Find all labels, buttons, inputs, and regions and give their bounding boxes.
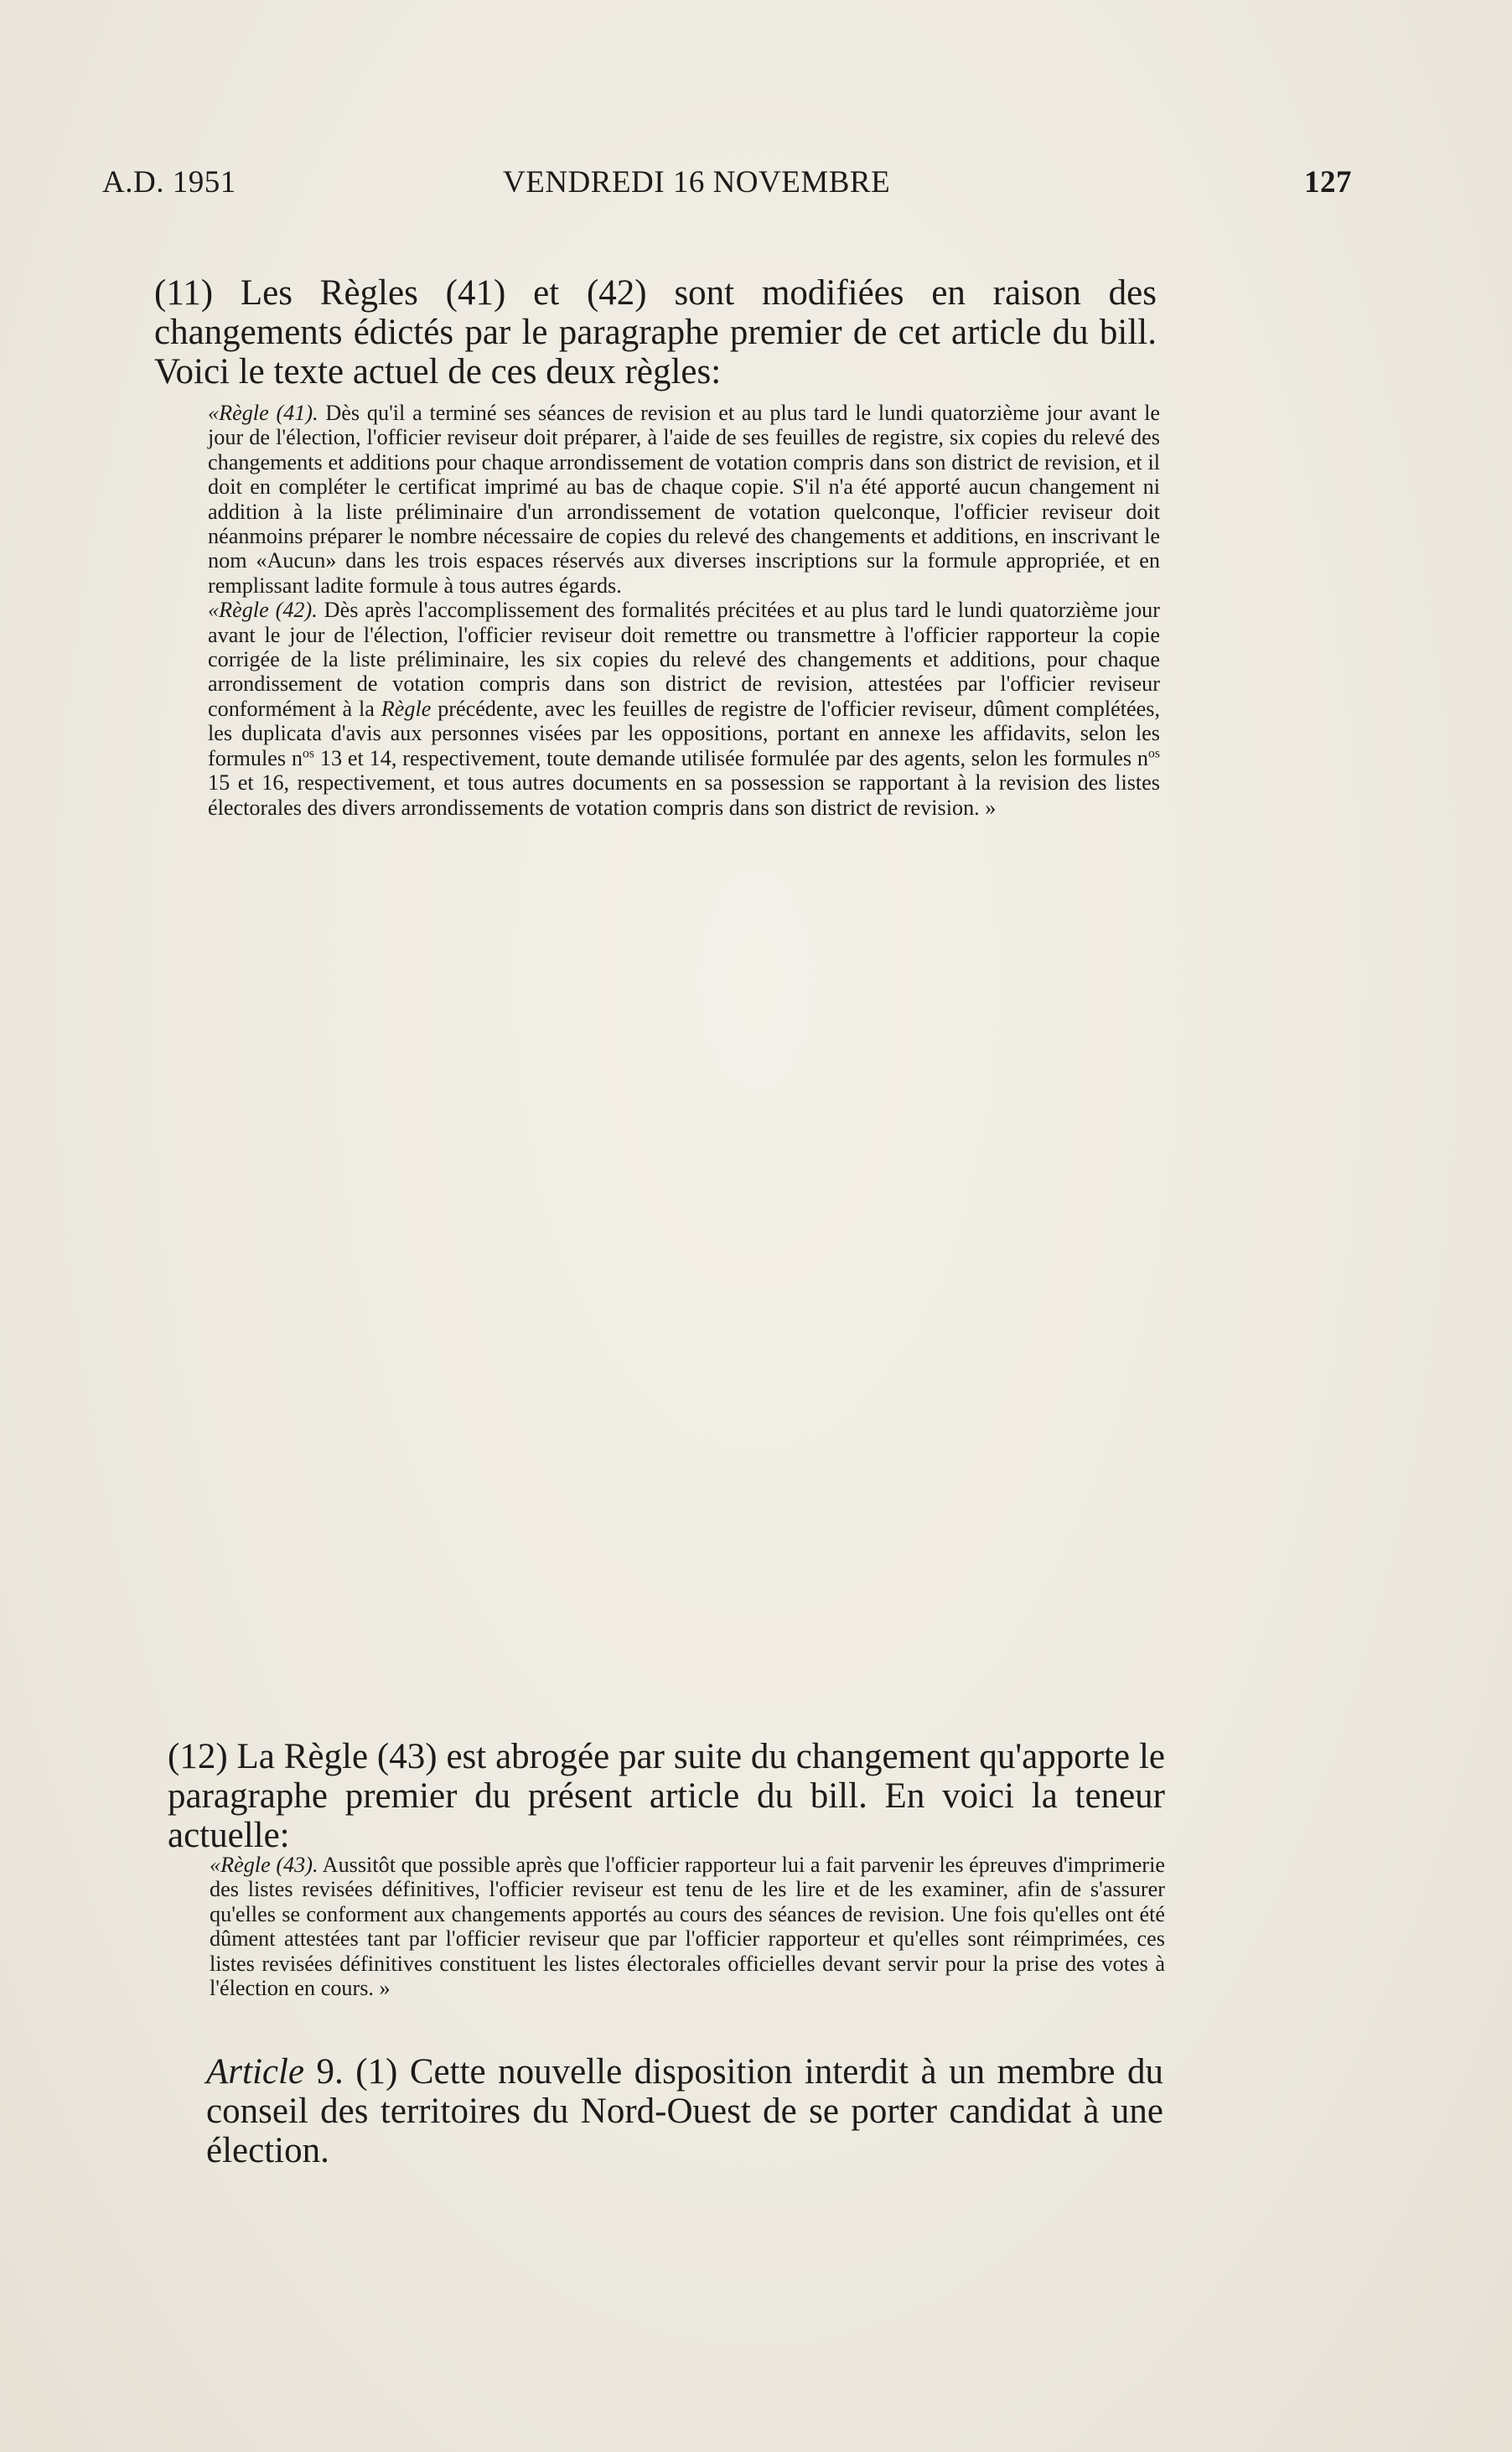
rule-43-label: «Règle (43). (210, 1853, 318, 1877)
paragraph-12-intro: (12) La Règle (43) est abrogée par suite du changement qu'apporte le paragraphe premier du présent article du bill. En voici la teneur actuelle: (168, 1737, 1165, 1855)
paragraph-11-intro: (11) Les Règles (41) et (42) sont modifiées en raison des changements édictés par le paragraphe premier de cet article du bill. Voici le texte actuel de ces deux règles: (154, 273, 1157, 391)
rule-42-text-3: 13 et 14, respectivement, toute demande utilisée formulée par des agents, selon les formules n (314, 745, 1148, 770)
rule-42-text-1: Dès après l'accomplissement des formalités précitées et au plus tard le lundi quatorzième jour avant le jour de l'élection, l'officier reviseur doit remettre ou transmettre à l'officier rapporteur la copie corrigée de la liste préliminaire, les six copies du relevé des changements et additions, pour chaque arrondissement de votation compris dans son district de revision, attestées par l'officier reviseur conformément à la (208, 598, 1160, 721)
rule-42 (208, 598, 1160, 820)
rule-41 (208, 401, 1160, 598)
rule-41-text: Dès qu'il a terminé ses séances de revision et au plus tard le lundi quatorzième jour avant le jour de l'élection, l'officier reviseur doit préparer, à l'aide de ses feuilles de registre, six copies du relevé des changements et additions pour chaque arrondissement de votation compris dans son district de revision, et il doit en compléter le certificat imprimé au bas de chaque copie. S'il n'a été apporté aucun changement ni addition à la liste préliminaire d'un arrondissement de votation quelconque, l'officier reviseur doit néanmoins préparer le nombre nécessaire de copies du relevé des changements et additions, en inscrivant le nom «Aucun» dans les trois espaces réservés aux diverses inscriptions sur la formule appropriée, et en remplissant ladite formule à tous autres égards. (208, 401, 1160, 598)
article-9-paragraph (206, 2052, 1163, 2170)
rule-42-superscript-2: os (1148, 745, 1160, 760)
header-year: A.D. 1951 (102, 165, 236, 200)
rule-42-text-4: 15 et 16, respectivement, et tous autres documents en sa possession se rapportant à la revision des listes électorales des divers arrondissements de votation compris dans son district de revision. » (208, 770, 1160, 820)
quoted-rule-43 (210, 1853, 1165, 2000)
header-date: VENDREDI 16 NOVEMBRE (503, 165, 891, 200)
article-9-text: 9. (1) Cette nouvelle disposition interdit à un membre du conseil des territoires du Nord-Ouest de se porter candidat à une élection. (206, 2052, 1163, 2170)
rule-42-label: «Règle (42). (208, 598, 318, 623)
rule-42-italic-word: Règle (381, 696, 432, 721)
article-9-label: Article (206, 2052, 305, 2092)
quoted-rules-41-42 (208, 401, 1160, 820)
rule-42-text-2: précédente, avec les feuilles de registre de l'officier reviseur, dûment complétées, les duplicata d'avis aux personnes visées par les oppositions, portant en annexe les affidavits, selon les formules n (208, 696, 1160, 770)
rule-42-superscript-1: os (303, 745, 315, 760)
rule-41-label: «Règle (41). (208, 401, 318, 425)
rule-43-text: Aussitôt que possible après que l'officier rapporteur lui a fait parvenir les épreuves d'imprimerie des listes revisées définitives, l'officier reviseur est tenu de les lire et de les examiner, afin de s'assurer qu'elles se conforment aux changements apportés au cours des séances de revision. Une fois qu'elles ont été dûment attestées tant par l'officier reviseur que par l'officier rapporteur et qu'elles sont réimprimées, ces listes revisées définitives constituent les listes électorales officielles devant servir pour la prise des votes à l'élection en cours. » (210, 1853, 1165, 2001)
rule-43 (210, 1853, 1165, 2000)
page-number: 127 (1304, 165, 1352, 200)
